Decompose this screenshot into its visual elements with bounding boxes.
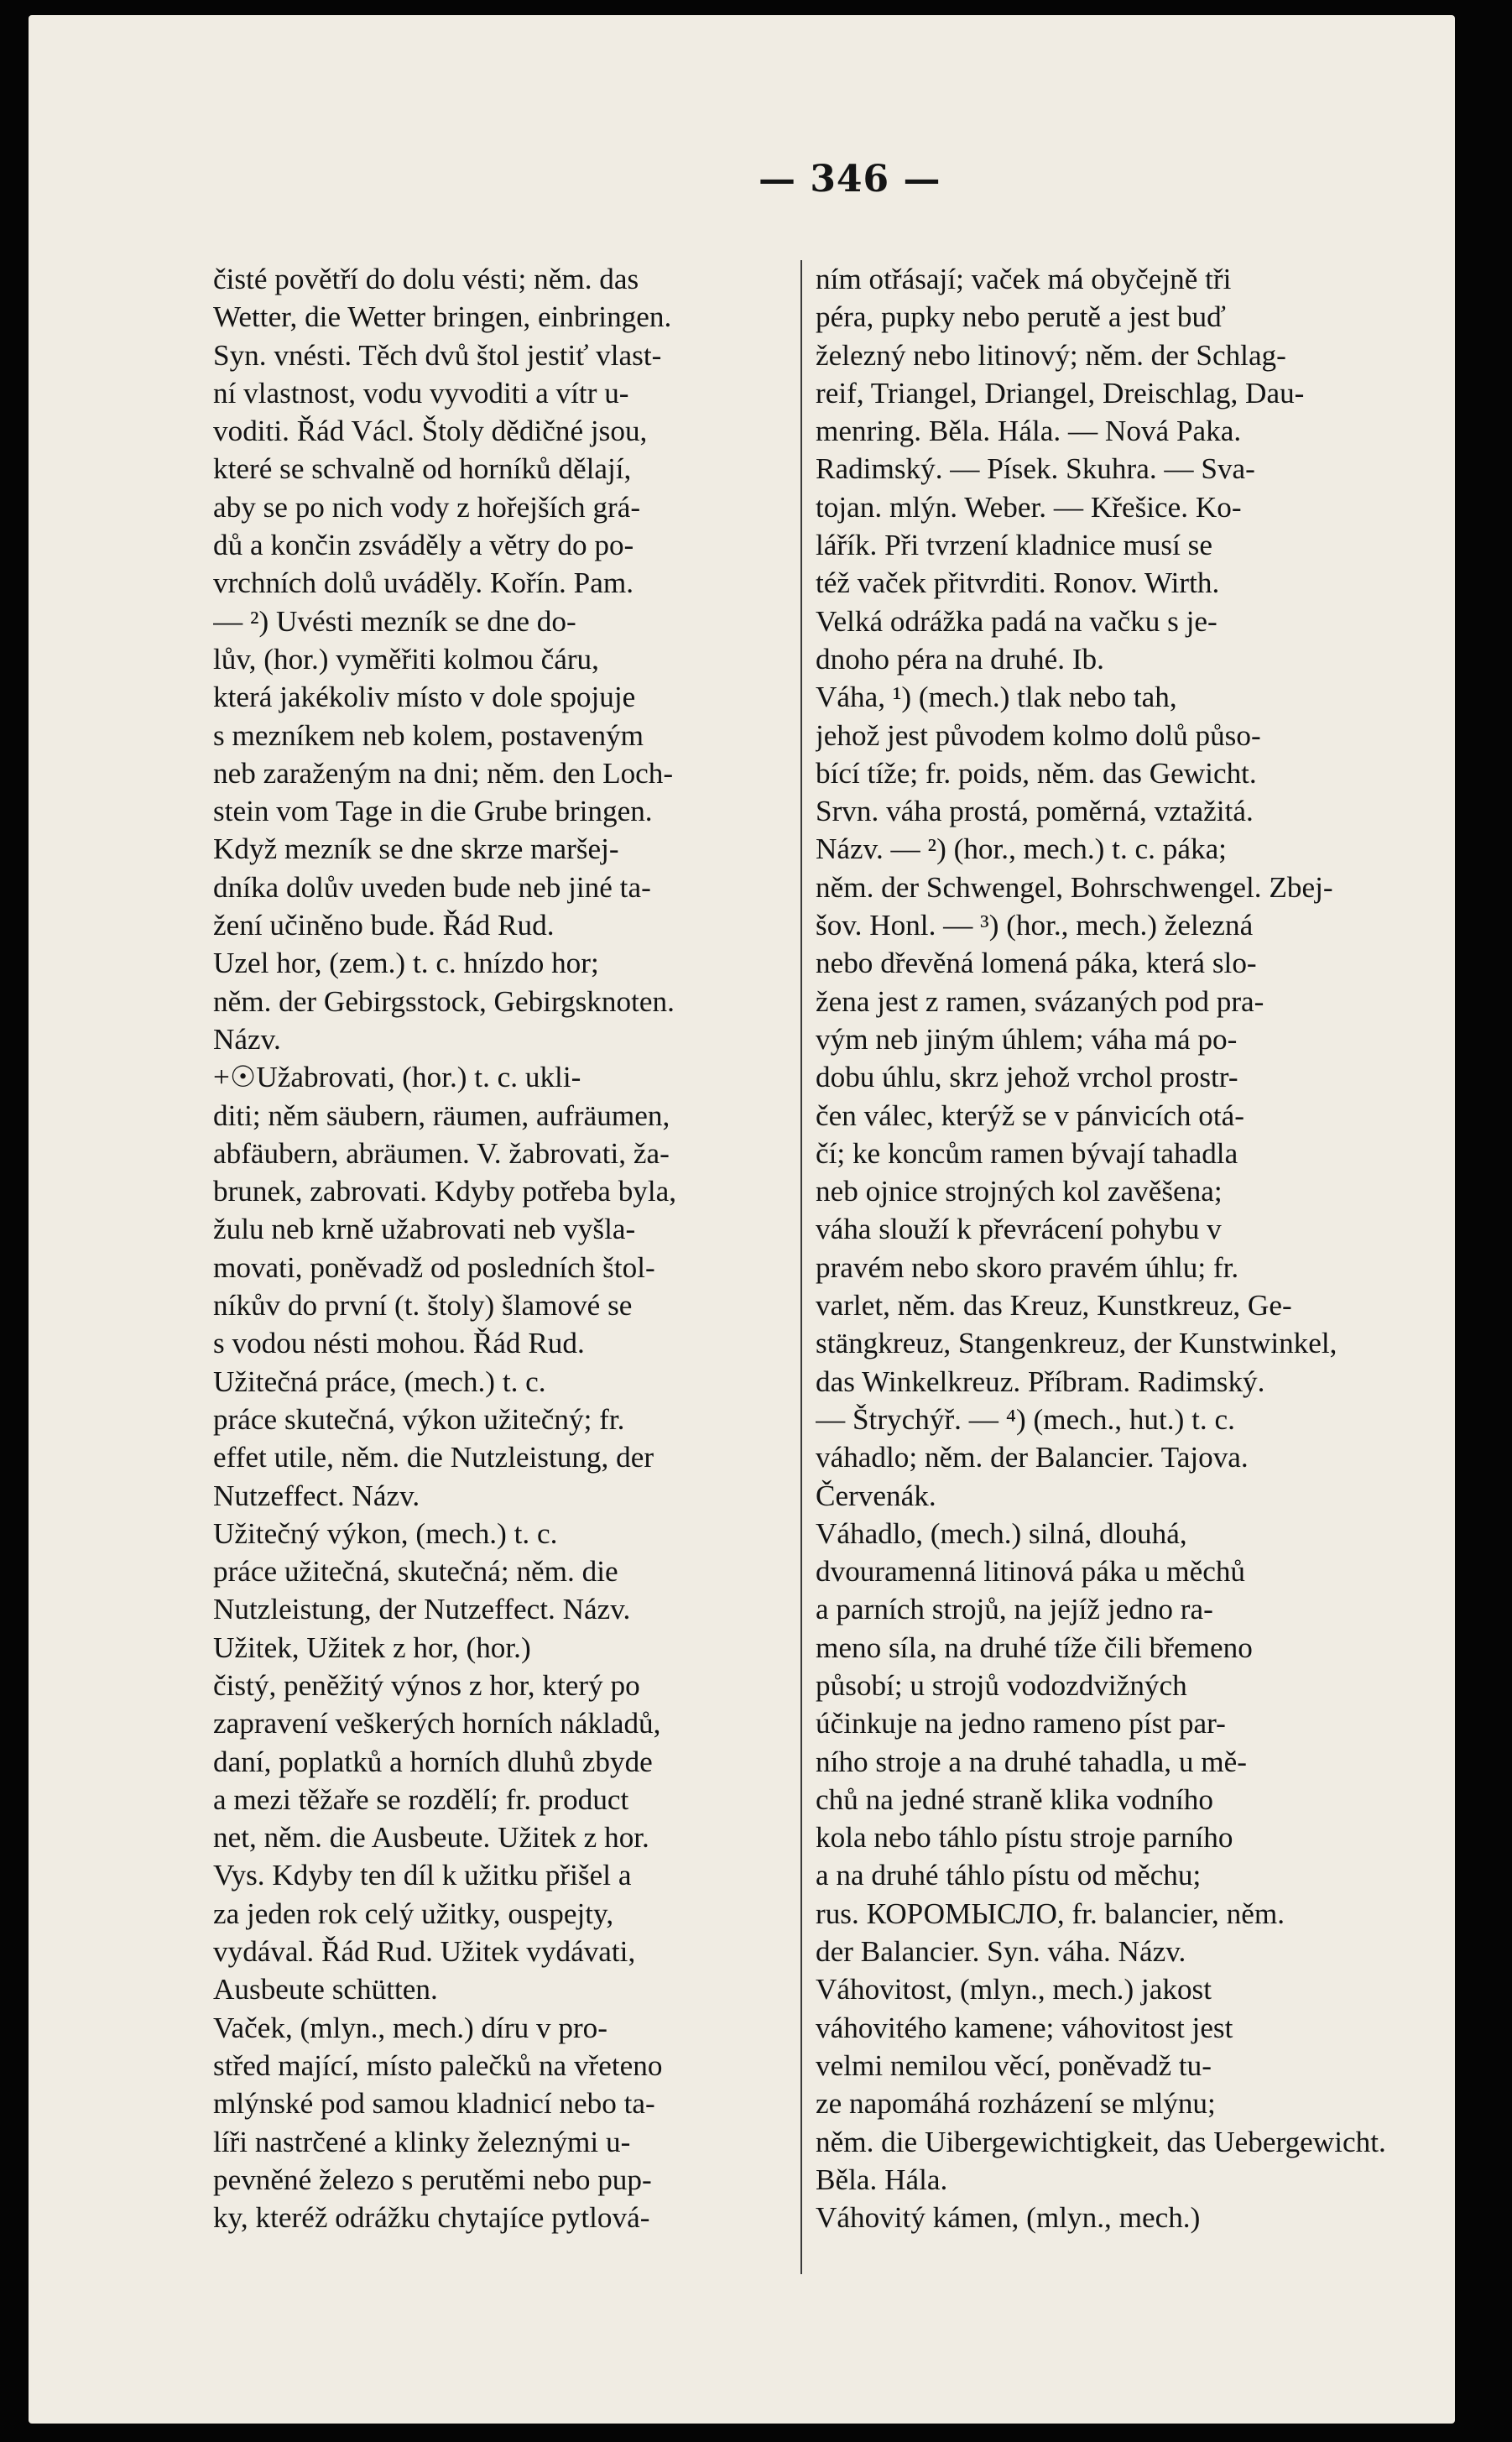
text-line: Radimský. — Písek. Skuhra. — Sva- (816, 452, 1255, 486)
text-line: s vodou nésti mohou. Řád Rud. (213, 1327, 585, 1360)
document-page (29, 15, 1455, 2424)
text-line: stein vom Tage in die Grube bringen. (213, 795, 653, 828)
text-line: diti; něm säubern, räumen, aufräumen, (213, 1098, 670, 1132)
text-line: jehož jest původem kolmo dolů půso- (816, 718, 1261, 752)
text-line: mlýnské pod samou kladnicí nebo ta- (213, 2087, 655, 2121)
text-line: a parních strojů, na jejíž jedno ra- (816, 1593, 1213, 1626)
text-line: též vaček přitvrditi. Ronov. Wirth. (816, 566, 1220, 600)
text-line: s mezníkem neb kolem, postaveným (213, 718, 644, 752)
text-line: neb zaraženým na dni; něm. den Loch- (213, 756, 674, 790)
text-line: net, něm. die Ausbeute. Užitek z hor. (213, 1821, 649, 1855)
text-line: Wetter, die Wetter bringen, einbringen. (213, 300, 672, 334)
text-line: rus. КОРОМЫСЛО, fr. balancier, něm. (816, 1897, 1285, 1930)
text-line: zapravení veškerých horních nákladů, (213, 1707, 661, 1740)
text-line: neb ojnice strojných kol zavěšena; (816, 1175, 1223, 1208)
text-line: Užitek, Užitek z hor, (hor.) (213, 1631, 531, 1664)
text-line: něm. der Schwengel, Bohrschwengel. Zbej- (816, 870, 1333, 904)
text-line: voditi. Řád Václ. Štoly dědičné jsou, (213, 415, 648, 448)
text-line: Užitečná práce, (mech.) t. c. (213, 1364, 546, 1398)
text-line: ní vlastnost, vodu vyvoditi a vítr u- (213, 376, 629, 410)
text-line: Váhovitost, (mlyn., mech.) jakost (816, 1973, 1212, 2006)
text-line: aby se po nich vody z hořejších grá- (213, 490, 641, 524)
text-line: +☉Užabrovati, (hor.) t. c. ukli- (213, 1061, 581, 1094)
text-line: ního stroje a na druhé tahadla, u mě- (816, 1745, 1247, 1778)
right-column (816, 260, 1395, 2236)
text-line: dvouramenná litinová páka u měchů (816, 1555, 1246, 1589)
text-line: líři nastrčené a klinky železnými u- (213, 2125, 631, 2158)
text-line: velmi nemilou věcí, poněvadž tu- (816, 2048, 1212, 2082)
text-line: působí; u strojů vodozdvižných (816, 1668, 1187, 1702)
text-line: lářík. Při tvrzení kladnice musí se (816, 529, 1212, 562)
text-line: a mezi těžaře se rozdělí; fr. product (213, 1782, 629, 1816)
text-line: Když mezník se dne skrze maršej- (213, 832, 619, 866)
text-line: Váha, ¹) (mech.) tlak nebo tah, (816, 681, 1177, 714)
text-line: Nutzleistung, der Nutzeffect. Názv. (213, 1593, 631, 1626)
text-line: meno síla, na druhé tíže čili břemeno (816, 1631, 1253, 1664)
text-line: Uzel hor, (zem.) t. c. hnízdo hor; (213, 947, 599, 980)
text-line: menring. Běla. Hála. — Nová Paka. (816, 415, 1242, 448)
page-number: — 346 — (759, 158, 941, 201)
text-line: váha slouží k převrácení pohybu v (816, 1213, 1222, 1246)
text-line: — ²) Uvésti mezník se dne do- (213, 604, 576, 638)
text-line: níkův do první (t. štoly) šlamové se (213, 1289, 633, 1323)
text-line: něm. die Uibergewichtigkeit, das Uebergewicht. (816, 2125, 1386, 2158)
text-line: nebo dřevěná lomená páka, která slo- (816, 947, 1257, 980)
text-line: železný nebo litinový; něm. der Schlag- (816, 338, 1286, 372)
text-line: movati, poněvadž od posledních štol- (213, 1250, 655, 1284)
text-line: čistý, peněžitý výnos z hor, který po (213, 1668, 640, 1702)
text-line: pravém nebo skoro pravém úhlu; fr. (816, 1250, 1239, 1284)
text-line: Názv. — ²) (hor., mech.) t. c. páka; (816, 832, 1227, 866)
text-line: stängkreuz, Stangenkreuz, der Kunstwinkel, (816, 1327, 1337, 1360)
text-line: za jeden rok celý užitky, ouspejty, (213, 1897, 614, 1930)
text-line: něm. der Gebirgsstock, Gebirgsknoten. (213, 984, 675, 1018)
text-line: Velká odrážka padá na vačku s je- (816, 604, 1217, 638)
text-line: vým neb jiným úhlem; váha má po- (816, 1022, 1238, 1056)
text-line: Syn. vnésti. Těch dvů štol jestiť vlast- (213, 338, 662, 372)
text-line: das Winkelkreuz. Příbram. Radimský. (816, 1364, 1265, 1398)
text-line: Názv. (213, 1022, 281, 1056)
text-line: Červenák. (816, 1479, 936, 1512)
text-line: effet utile, něm. die Nutzleistung, der (213, 1441, 654, 1474)
text-line: bící tíže; fr. poids, něm. das Gewicht. (816, 756, 1257, 790)
text-line: práce užitečná, skutečná; něm. die (213, 1555, 618, 1589)
text-line: Váhovitý kámen, (mlyn., mech.) (816, 2201, 1201, 2235)
text-line: práce skutečná, výkon užitečný; fr. (213, 1402, 625, 1436)
text-line: Nutzeffect. Názv. (213, 1479, 420, 1512)
text-line: váhovitého kamene; váhovitost jest (816, 2011, 1233, 2044)
text-line: váhadlo; něm. der Balancier. Tajova. (816, 1441, 1249, 1474)
text-line: Váhadlo, (mech.) silná, dlouhá, (816, 1516, 1187, 1550)
text-line: která jakékoliv místo v dole spojuje (213, 681, 636, 714)
text-line: šov. Honl. — ³) (hor., mech.) železná (816, 909, 1254, 942)
text-line: které se schvalně od horníků dělají, (213, 452, 632, 486)
text-line: der Balancier. Syn. váha. Názv. (816, 1935, 1186, 1969)
text-line: ze napomáhá rozházení se mlýnu; (816, 2087, 1216, 2121)
text-line: dníka dolův uveden bude neb jiné ta- (213, 870, 651, 904)
text-line: daní, poplatků a horních dluhů zbyde (213, 1745, 653, 1778)
text-line: Ausbeute schütten. (213, 1973, 438, 2006)
text-line: Užitečný výkon, (mech.) t. c. (213, 1516, 558, 1550)
text-line: reif, Triangel, Driangel, Dreischlag, Dau- (816, 376, 1305, 410)
text-line: Vys. Kdyby ten díl k užitku přišel a (213, 1859, 632, 1892)
text-line: dobu úhlu, skrz jehož vrchol prostr- (816, 1061, 1238, 1094)
text-line: — Štrychýř. — ⁴) (mech., hut.) t. c. (816, 1402, 1235, 1436)
text-line: kola nebo táhlo pístu stroje parního (816, 1821, 1233, 1855)
text-line: Vaček, (mlyn., mech.) díru v pro- (213, 2011, 607, 2044)
text-line: brunek, zabrovati. Kdyby potřeba byla, (213, 1175, 677, 1208)
text-line: ky, kteréž odrážku chytajíce pytlová- (213, 2201, 650, 2235)
text-line: Běla. Hála. (816, 2163, 948, 2196)
text-line: žulu neb krně užabrovati neb vyšla- (213, 1213, 636, 1246)
text-line: střed mající, místo palečků na vřeteno (213, 2048, 663, 2082)
text-line: čí; ke koncům ramen bývají tahadla (816, 1136, 1238, 1170)
text-line: pevněné železo s perutěmi nebo pup- (213, 2163, 652, 2196)
text-line: chů na jedné straně klika vodního (816, 1782, 1213, 1816)
text-line: dů a končin zsváděly a větry do po- (213, 529, 634, 562)
left-column (213, 260, 792, 2236)
text-line: vydával. Řád Rud. Užitek vydávati, (213, 1935, 636, 1969)
text-line: dnoho péra na druhé. Ib. (816, 642, 1104, 676)
text-line: Srvn. váha prostá, poměrná, vztažitá. (816, 795, 1254, 828)
text-line: vrchních dolů uváděly. Kořín. Pam. (213, 566, 633, 600)
text-line: účinkuje na jedno rameno píst par- (816, 1707, 1226, 1740)
text-line: žení učiněno bude. Řád Rud. (213, 909, 555, 942)
text-line: péra, pupky nebo perutě a jest buď (816, 300, 1226, 334)
text-line: žena jest z ramen, svázaných pod pra- (816, 984, 1264, 1018)
text-line: a na druhé táhlo pístu od měchu; (816, 1859, 1202, 1892)
text-line: abfäubern, abräumen. V. žabrovati, ža- (213, 1136, 670, 1170)
text-line: lův, (hor.) vyměřiti kolmou čáru, (213, 642, 599, 676)
text-line: tojan. mlýn. Weber. — Křešice. Ko- (816, 490, 1242, 524)
text-line: čisté povětří do dolu vésti; něm. das (213, 263, 639, 295)
text-line: varlet, něm. das Kreuz, Kunstkreuz, Ge- (816, 1289, 1292, 1323)
text-line: ním otřásají; vaček má obyčejně tři (816, 263, 1232, 295)
column-divider (800, 260, 802, 2274)
text-line: čen válec, kterýž se v pánvicích otá- (816, 1098, 1244, 1132)
